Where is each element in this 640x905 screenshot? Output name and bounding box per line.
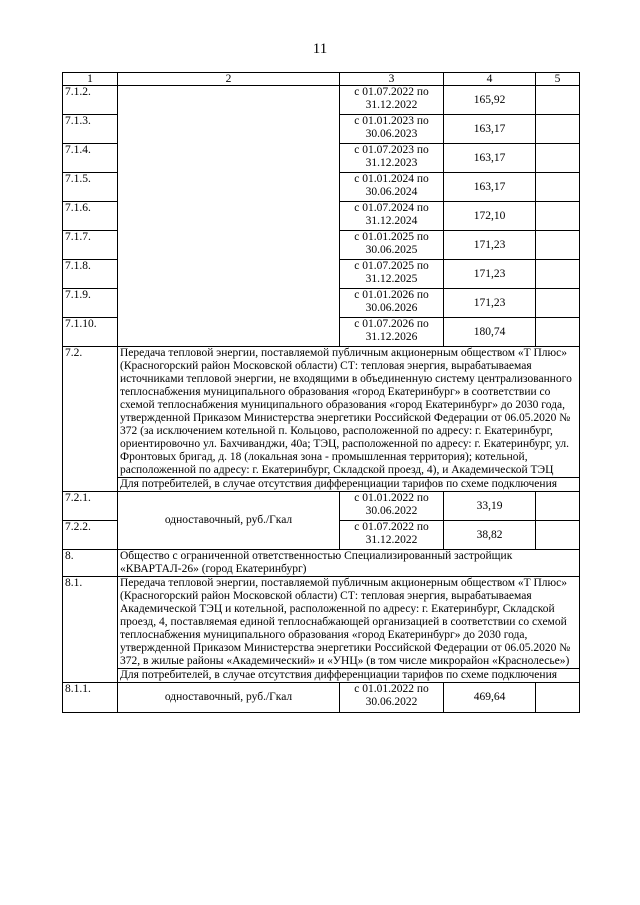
table-header-row bbox=[63, 73, 580, 86]
row-number: 7.1.3. bbox=[63, 115, 118, 144]
row-number: 8.1. bbox=[63, 577, 118, 683]
tariff-type: одноставочный, руб./Гкал bbox=[118, 492, 340, 550]
consumers-note: Для потребителей, в случае отсутствия дифференциации тарифов по схеме подключения bbox=[118, 478, 580, 492]
row-number: 7.1.8. bbox=[63, 260, 118, 289]
period-cell: с 01.01.2025 по 30.06.2025 bbox=[340, 231, 444, 260]
column-header: 5 bbox=[536, 73, 580, 86]
period-cell: с 01.01.2022 по 30.06.2022 bbox=[340, 683, 444, 713]
row-number: 7.1.2. bbox=[63, 86, 118, 115]
section-row bbox=[63, 577, 580, 669]
section-description: Передача тепловой энергии, поставляемой публичным акционерным обществом «Т Плюс» (Красногорский район Московской области) СТ: тепловая энергия, вырабатываемая Академической ТЭЦ и котельной, расположенной по адресу: г. Екатеринбург, Складской проезд, 4, поставляемая единой теплоснабжающей организацией в соответствии со схемой теплоснабжения муниципального образования «город Екатеринбург» до 2030 года, утвержденной Приказом Министерства энергетики Российской Федерации от 06.05.2020 № 372, в жилые районы «Академический» и «УНЦ» (в том числе микрорайон «Краснолесье») bbox=[118, 577, 580, 669]
tariff-type: одноставочный, руб./Гкал bbox=[118, 683, 340, 713]
period-cell: с 01.07.2024 по 31.12.2024 bbox=[340, 202, 444, 231]
tariff-value: 163,17 bbox=[444, 173, 536, 202]
row-number: 7.1.5. bbox=[63, 173, 118, 202]
tariff-value: 171,23 bbox=[444, 231, 536, 260]
column-header: 2 bbox=[118, 73, 340, 86]
period-cell: с 01.01.2024 по 30.06.2024 bbox=[340, 173, 444, 202]
section-note-row bbox=[63, 669, 580, 683]
row-number: 8. bbox=[63, 550, 118, 577]
period-cell: с 01.01.2023 по 30.06.2023 bbox=[340, 115, 444, 144]
row-number: 7.1.4. bbox=[63, 144, 118, 173]
section-note-row bbox=[63, 478, 580, 492]
period-cell: с 01.01.2022 по 30.06.2022 bbox=[340, 492, 444, 521]
section-description: Передача тепловой энергии, поставляемой публичным акционерным обществом «Т Плюс» (Красногорский район Московской области) СТ: тепловая энергия, вырабатываемая источниками тепловой энергии, не входящими в объединенную систему централизованного теплоснабжения муниципального образования «город Екатеринбург» в соответствии со схемой теплоснабжения муниципального образования «город Екатеринбург» до 2030 года, утвержденной Приказом Министерства энергетики Российской Федерации от 06.05.2020 № 372 (за исключением котельной п. Кольцово, расположенной по адресу: г. Екатеринбург, ориентировочно ул. Бахчиванджи, 40а; ТЭЦ, расположенной по адресу: г. Екатеринбург, ул. Фронтовых бригад, д. 18 (локальная зона - промышленная территория); котельной, расположенной по адресу: г. Екатеринбург, Складской проезд, 4), и Академической ТЭЦ bbox=[118, 347, 580, 478]
row-number: 7.2. bbox=[63, 347, 118, 492]
period-cell: с 01.01.2026 по 30.06.2026 bbox=[340, 289, 444, 318]
row-number: 7.1.6. bbox=[63, 202, 118, 231]
notes-cell bbox=[536, 521, 580, 550]
row-number: 7.2.1. bbox=[63, 492, 118, 521]
tariff-value: 469,64 bbox=[444, 683, 536, 713]
notes-cell bbox=[536, 289, 580, 318]
row-number: 7.1.10. bbox=[63, 318, 118, 347]
notes-cell bbox=[536, 260, 580, 289]
period-cell: с 01.07.2022 по 31.12.2022 bbox=[340, 86, 444, 115]
tariff-value: 171,23 bbox=[444, 289, 536, 318]
tariff-value: 165,92 bbox=[444, 86, 536, 115]
row-number: 7.1.9. bbox=[63, 289, 118, 318]
tariff-value: 163,17 bbox=[444, 115, 536, 144]
table-row bbox=[63, 492, 580, 521]
notes-cell bbox=[536, 202, 580, 231]
table-row bbox=[63, 86, 580, 115]
row-number: 8.1.1. bbox=[63, 683, 118, 713]
notes-cell bbox=[536, 318, 580, 347]
tariff-table bbox=[62, 72, 580, 713]
notes-cell bbox=[536, 683, 580, 713]
tariff-value: 33,19 bbox=[444, 492, 536, 521]
organization-row bbox=[63, 550, 580, 577]
tariff-value: 38,82 bbox=[444, 521, 536, 550]
tariff-value: 172,10 bbox=[444, 202, 536, 231]
page-number: 11 bbox=[312, 41, 328, 57]
notes-cell bbox=[536, 173, 580, 202]
notes-cell bbox=[536, 492, 580, 521]
row-number: 7.1.7. bbox=[63, 231, 118, 260]
organization-name: Общество с ограниченной ответственностью Специализированный застройщик «КВАРТАЛ-26» (город Екатеринбург) bbox=[118, 550, 580, 577]
row-number: 7.2.2. bbox=[63, 521, 118, 550]
column-header: 4 bbox=[444, 73, 536, 86]
table-row bbox=[63, 683, 580, 713]
notes-cell bbox=[536, 86, 580, 115]
consumers-note: Для потребителей, в случае отсутствия дифференциации тарифов по схеме подключения bbox=[118, 669, 580, 683]
period-cell: с 01.07.2026 по 31.12.2026 bbox=[340, 318, 444, 347]
period-cell: с 01.07.2025 по 31.12.2025 bbox=[340, 260, 444, 289]
period-cell: с 01.07.2023 по 31.12.2023 bbox=[340, 144, 444, 173]
section-row bbox=[63, 347, 580, 478]
period-cell: с 01.07.2022 по 31.12.2022 bbox=[340, 521, 444, 550]
tariff-value: 163,17 bbox=[444, 144, 536, 173]
notes-cell bbox=[536, 115, 580, 144]
column-header: 3 bbox=[340, 73, 444, 86]
tariff-value: 180,74 bbox=[444, 318, 536, 347]
notes-cell bbox=[536, 144, 580, 173]
column-header: 1 bbox=[63, 73, 118, 86]
tariff-type-cell-empty bbox=[118, 86, 340, 347]
tariff-value: 171,23 bbox=[444, 260, 536, 289]
notes-cell bbox=[536, 231, 580, 260]
